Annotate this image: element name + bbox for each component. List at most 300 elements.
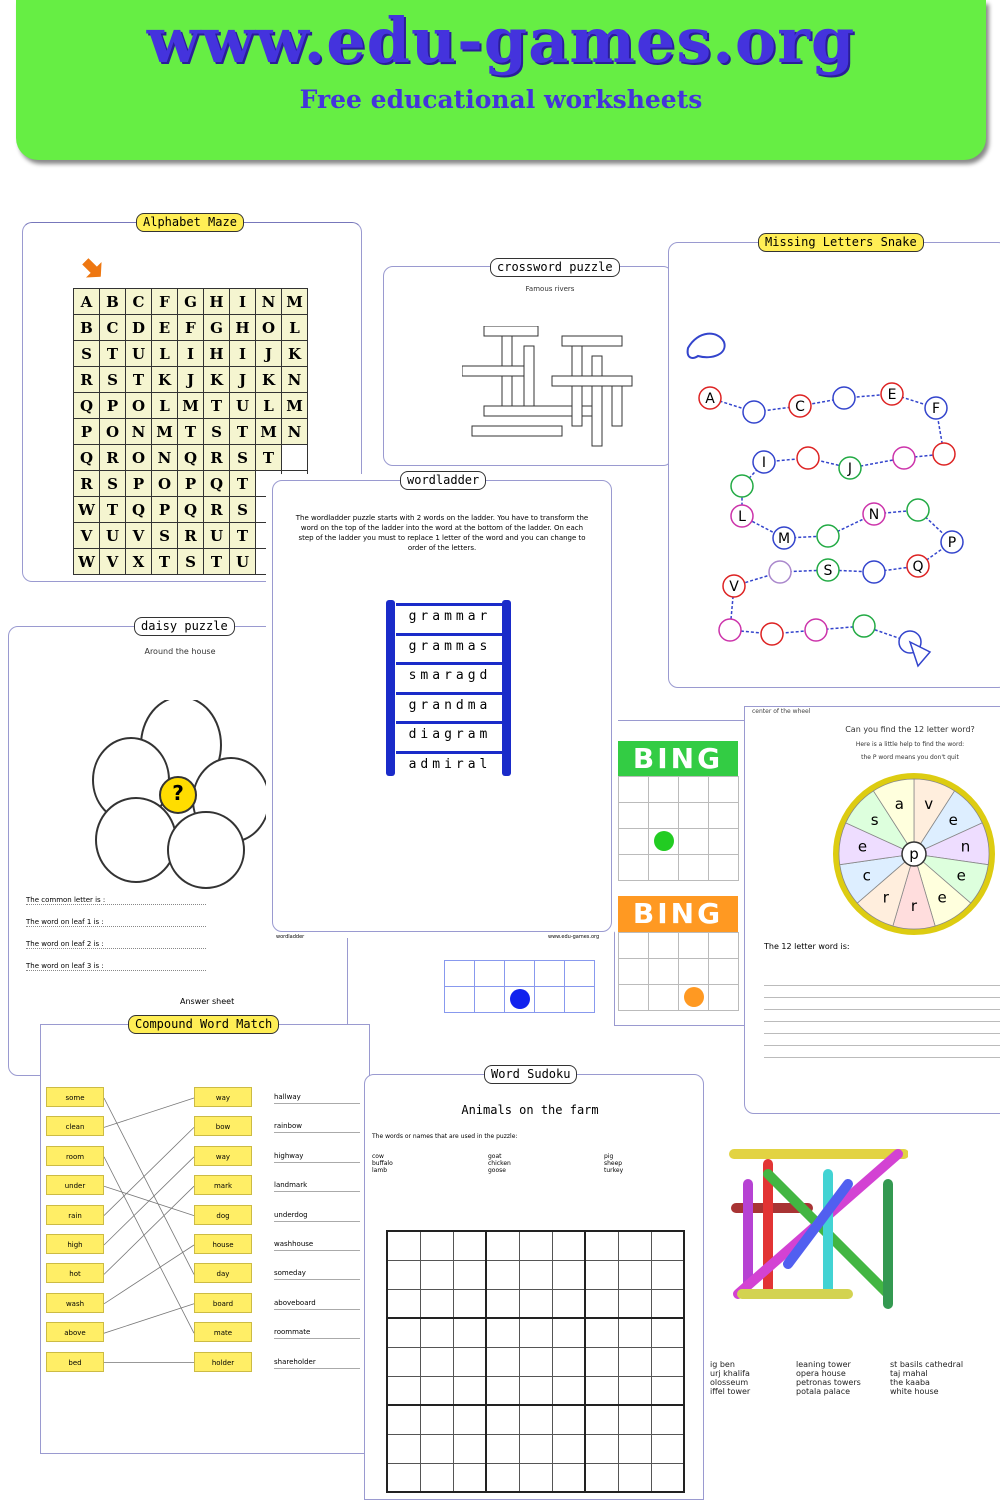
sudoku-cell[interactable] [453, 1405, 486, 1434]
sudoku-cell[interactable] [486, 1289, 519, 1318]
sudoku-cell[interactable] [453, 1463, 486, 1492]
match-line [104, 1098, 194, 1127]
sudoku-cell[interactable] [585, 1434, 618, 1463]
compound-right-word[interactable]: board [194, 1293, 252, 1313]
sudoku-cell[interactable] [486, 1231, 519, 1260]
sudoku-cell[interactable] [387, 1231, 420, 1260]
wordladder-footer-right: www.edu-games.org [548, 934, 600, 940]
crossword-title: crossword puzzle [490, 258, 620, 277]
sudoku-cell[interactable] [486, 1376, 519, 1405]
bingo-grid-orange [618, 932, 739, 1011]
sudoku-subtitle: Animals on the farm [461, 1103, 599, 1117]
sudoku-cell[interactable] [585, 1231, 618, 1260]
maze-cell: S [178, 549, 204, 575]
sudoku-cell[interactable] [552, 1231, 585, 1260]
match-line [104, 1304, 194, 1333]
sudoku-word: sheep [604, 1160, 623, 1167]
sudoku-cell[interactable] [552, 1434, 585, 1463]
site-tagline: Free educational worksheets [299, 85, 703, 114]
snake-letter: L [738, 509, 746, 525]
maze-cell: K [282, 341, 308, 367]
compound-left-word[interactable]: above [46, 1322, 104, 1342]
wheel-letter: n [960, 837, 971, 856]
sudoku-cell[interactable] [420, 1318, 453, 1347]
compound-answer: hallway [274, 1091, 360, 1104]
compound-answer: someday [274, 1267, 360, 1280]
sudoku-cell[interactable] [585, 1289, 618, 1318]
daisy-lines [26, 896, 206, 971]
compound-right-word[interactable]: way [194, 1087, 252, 1107]
wheel-letter: s [870, 810, 879, 829]
snake-circle [817, 525, 839, 547]
ws-word: olosseum [710, 1378, 749, 1387]
sudoku-cell[interactable] [387, 1318, 420, 1347]
sudoku-cell[interactable] [486, 1347, 519, 1376]
sudoku-title: Word Sudoku [484, 1065, 577, 1084]
daisy-subtitle: Around the house [144, 647, 216, 656]
snake-head [688, 334, 725, 358]
ws-word: potala palace [796, 1387, 851, 1396]
sudoku-cell[interactable] [651, 1434, 684, 1463]
sudoku-cell[interactable] [552, 1347, 585, 1376]
sudoku-cell[interactable] [651, 1463, 684, 1492]
alphabet-maze-title: Alphabet Maze [136, 213, 244, 232]
maze-cell: T [100, 341, 126, 367]
sudoku-cell[interactable] [519, 1260, 552, 1289]
compound-left-word[interactable]: bed [46, 1352, 104, 1372]
wordladder-title: wordladder [400, 471, 486, 490]
compound-answer: landmark [274, 1179, 360, 1192]
maze-cell: T [152, 549, 178, 575]
maze-row [74, 289, 308, 315]
maze-cell: K [204, 367, 230, 393]
sudoku-cell[interactable] [552, 1463, 585, 1492]
daisy-center-label: ? [172, 781, 184, 805]
match-line [104, 1098, 194, 1274]
maze-cell: D [126, 315, 152, 341]
sudoku-cell[interactable] [420, 1231, 453, 1260]
sudoku-cell[interactable] [552, 1260, 585, 1289]
maze-cell: R [204, 445, 230, 471]
sudoku-cell[interactable] [453, 1434, 486, 1463]
sudoku-cell[interactable] [585, 1405, 618, 1434]
maze-cell: R [178, 523, 204, 549]
maze-cell: F [178, 315, 204, 341]
maze-cell: B [74, 315, 100, 341]
ws-word: iffel tower [710, 1387, 751, 1396]
maze-cell: W [74, 497, 100, 523]
sudoku-word: buffalo [372, 1160, 393, 1167]
maze-cell: A [74, 289, 100, 315]
compound-answer: aboveboard [274, 1297, 360, 1310]
sudoku-word: goat [488, 1153, 502, 1160]
snake-circle [743, 401, 765, 423]
maze-cell: K [256, 367, 282, 393]
daisy-line-common: The common letter is : [26, 896, 206, 905]
sudoku-cell[interactable] [486, 1318, 519, 1347]
sudoku-cell[interactable] [552, 1376, 585, 1405]
sudoku-cell[interactable] [453, 1347, 486, 1376]
wheel-letter: e [956, 866, 966, 885]
snake-circle [863, 561, 885, 583]
sudoku-cell[interactable] [618, 1318, 651, 1347]
sudoku-row [387, 1434, 684, 1463]
wordsearch-col-3 [890, 1360, 963, 1396]
sudoku-cell[interactable] [651, 1347, 684, 1376]
maze-cell: M [282, 289, 308, 315]
maze-cell: R [74, 471, 100, 497]
sudoku-cell[interactable] [486, 1463, 519, 1492]
maze-cell: V [100, 549, 126, 575]
maze-row [74, 445, 308, 471]
wheel-letter: r [882, 888, 889, 907]
maze-cell: P [100, 393, 126, 419]
wheel-letter: e [937, 888, 947, 907]
maze-cell: I [230, 289, 256, 315]
sudoku-row [387, 1376, 684, 1405]
sudoku-cell[interactable] [453, 1376, 486, 1405]
maze-cell: M [282, 393, 308, 419]
sudoku-cell[interactable] [618, 1463, 651, 1492]
sudoku-cell[interactable] [585, 1347, 618, 1376]
maze-cell: C [126, 289, 152, 315]
sudoku-cell[interactable] [420, 1434, 453, 1463]
maze-row [74, 367, 308, 393]
maze-row [74, 315, 308, 341]
sudoku-cell[interactable] [453, 1289, 486, 1318]
maze-cell: H [204, 341, 230, 367]
maze-cell: L [282, 315, 308, 341]
ws-word: white house [890, 1387, 939, 1396]
ws-word: opera house [796, 1369, 846, 1378]
maze-cell: T [204, 393, 230, 419]
wordsearch-col-2 [796, 1360, 861, 1396]
sudoku-cell[interactable] [453, 1231, 486, 1260]
snake-letter: C [795, 399, 805, 415]
maze-cell: S [204, 419, 230, 445]
sudoku-cell[interactable] [420, 1260, 453, 1289]
sudoku-cell[interactable] [453, 1260, 486, 1289]
compound-right-word[interactable]: holder [194, 1352, 252, 1372]
maze-cell: S [100, 367, 126, 393]
maze-cell: W [74, 549, 100, 575]
maze-cell: O [126, 445, 152, 471]
sudoku-cell[interactable] [387, 1347, 420, 1376]
ladder-word: diagram [396, 721, 504, 743]
snake-letter: J [847, 461, 853, 477]
maze-cell: R [204, 497, 230, 523]
snake-letter: Q [912, 559, 924, 575]
maze-cell: P [152, 497, 178, 523]
sudoku-cell[interactable] [519, 1376, 552, 1405]
wheel-center-letter: p [909, 845, 919, 863]
maze-cell: S [230, 445, 256, 471]
sudoku-cell[interactable] [486, 1260, 519, 1289]
sudoku-word: chicken [488, 1160, 511, 1167]
sudoku-cell[interactable] [618, 1231, 651, 1260]
maze-cell: O [126, 393, 152, 419]
daisy-line-leaf1: The word on leaf 1 is : [26, 918, 206, 927]
compound-left-word[interactable]: high [46, 1234, 104, 1254]
snake-circle [907, 499, 929, 521]
compound-right-word[interactable]: bow [194, 1116, 252, 1136]
maze-row [74, 393, 308, 419]
maze-cell: U [204, 523, 230, 549]
maze-cell: Q [178, 497, 204, 523]
maze-cell: N [152, 445, 178, 471]
sudoku-cell[interactable] [519, 1289, 552, 1318]
wordladder-footer-left: wordladder [276, 934, 305, 940]
wheel-help-1: Here is a little help to find the word: [855, 741, 965, 748]
compound-right-word[interactable]: dog [194, 1205, 252, 1225]
sudoku-cell[interactable] [519, 1405, 552, 1434]
maze-cell: U [100, 523, 126, 549]
match-line [104, 1186, 194, 1274]
ws-word: taj mahal [890, 1369, 928, 1378]
maze-cell: P [178, 471, 204, 497]
compound-left-word[interactable]: wash [46, 1293, 104, 1313]
maze-cell: Q [178, 445, 204, 471]
sudoku-cell[interactable] [585, 1260, 618, 1289]
sudoku-row [387, 1318, 684, 1347]
wheel-answer-label: The 12 letter word is: [764, 942, 850, 951]
maze-cell: N [256, 289, 282, 315]
snake-circle [933, 443, 955, 465]
maze-cell: T [100, 497, 126, 523]
sudoku-cell[interactable] [651, 1405, 684, 1434]
maze-cell: T [230, 523, 256, 549]
sudoku-cell[interactable] [420, 1376, 453, 1405]
wheel-letter: c [862, 866, 871, 885]
sudoku-cell[interactable] [387, 1463, 420, 1492]
maze-cell: T [204, 549, 230, 575]
sudoku-cell[interactable] [519, 1463, 552, 1492]
bingo-grid-blue [444, 960, 595, 1013]
snake-letter: V [729, 579, 739, 595]
compound-left-word[interactable]: clean [46, 1116, 104, 1136]
maze-cell: X [126, 549, 152, 575]
maze-cell: Q [74, 393, 100, 419]
ladder-word: grandma [396, 692, 504, 714]
snake-circle [719, 619, 741, 641]
compound-answer: underdog [274, 1209, 360, 1222]
maze-cell: O [100, 419, 126, 445]
wordladder-instructions: The wordladder puzzle starts with 2 words on the ladder. You have to transform the word on the top of the ladder into the word at the bottom of the ladder. On each step of the ladder you must to replace 1 letter of the word and you can change to order of the letters. [295, 514, 589, 552]
sudoku-cell[interactable] [618, 1289, 651, 1318]
maze-cell: H [204, 289, 230, 315]
sudoku-cell[interactable] [519, 1231, 552, 1260]
maze-cell: G [178, 289, 204, 315]
daisy-line-leaf2: The word on leaf 2 is : [26, 940, 206, 949]
sudoku-cell[interactable] [420, 1289, 453, 1318]
sudoku-cell[interactable] [486, 1434, 519, 1463]
sudoku-row [387, 1463, 684, 1492]
maze-cell: L [152, 393, 178, 419]
maze-row [74, 419, 308, 445]
sudoku-cell[interactable] [387, 1376, 420, 1405]
maze-cell: O [256, 315, 282, 341]
ladder-word: grammar [396, 603, 504, 625]
maze-cell: I [230, 341, 256, 367]
sudoku-cell[interactable] [651, 1231, 684, 1260]
sudoku-cell[interactable] [651, 1376, 684, 1405]
compound-right-word[interactable]: mark [194, 1175, 252, 1195]
sudoku-cell[interactable] [618, 1347, 651, 1376]
compound-right-word[interactable]: day [194, 1263, 252, 1283]
maze-cell: E [152, 315, 178, 341]
maze-cell: I [178, 341, 204, 367]
sudoku-cell[interactable] [387, 1260, 420, 1289]
sudoku-cell[interactable] [618, 1260, 651, 1289]
letter-wheel [830, 770, 1000, 936]
sudoku-cell[interactable] [585, 1318, 618, 1347]
maze-cell: T [230, 471, 256, 497]
maze-cell: L [152, 341, 178, 367]
compound-right-word[interactable]: mate [194, 1322, 252, 1342]
site-url[interactable]: www.edu-games.org [146, 4, 856, 77]
crossword-grid [462, 326, 642, 452]
sudoku-cell[interactable] [453, 1318, 486, 1347]
maze-cell: S [74, 341, 100, 367]
match-line [104, 1157, 194, 1333]
snake-circle [805, 619, 827, 641]
sudoku-cell[interactable] [420, 1463, 453, 1492]
wheel-header: center of the wheel [752, 708, 811, 715]
maze-cell: M [178, 393, 204, 419]
sudoku-word: pig [604, 1153, 614, 1160]
sudoku-cell[interactable] [651, 1318, 684, 1347]
compound-answer: highway [274, 1150, 360, 1163]
compound-left-word[interactable]: under [46, 1175, 104, 1195]
sudoku-cell[interactable] [519, 1347, 552, 1376]
wheel-letter: v [924, 795, 934, 814]
sudoku-cell[interactable] [486, 1405, 519, 1434]
ws-word: the kaaba [890, 1378, 930, 1387]
sudoku-row [387, 1405, 684, 1434]
maze-cell: R [100, 445, 126, 471]
sudoku-cell[interactable] [552, 1318, 585, 1347]
compound-left-word[interactable]: hot [46, 1263, 104, 1283]
snake-letter: P [947, 535, 957, 551]
maze-cell: M [256, 419, 282, 445]
maze-cell: T [178, 419, 204, 445]
snake-title: Missing Letters Snake [758, 233, 924, 252]
sudoku-cell[interactable] [585, 1376, 618, 1405]
sudoku-row [387, 1260, 684, 1289]
maze-cell: N [126, 419, 152, 445]
maze-cell: S [152, 523, 178, 549]
snake-circle [833, 387, 855, 409]
maze-cell: N [282, 419, 308, 445]
sudoku-cell[interactable] [387, 1289, 420, 1318]
snake-path [668, 320, 1000, 680]
crossword-subtitle: Famous rivers [525, 285, 575, 293]
sudoku-cell[interactable] [420, 1405, 453, 1434]
compound-answer: rainbow [274, 1120, 360, 1133]
sudoku-cell[interactable] [519, 1434, 552, 1463]
compound-connector-lines [104, 1088, 196, 1364]
ladder-word: smaragd [396, 662, 504, 684]
sudoku-word: lamb [372, 1167, 387, 1174]
sudoku-cell[interactable] [651, 1260, 684, 1289]
maze-cell: L [256, 393, 282, 419]
maze-cell: Q [204, 471, 230, 497]
maze-cell: T [256, 445, 282, 471]
maze-cell: J [230, 367, 256, 393]
sudoku-instructions: The words or names that are used in the puzzle: [372, 1133, 518, 1140]
compound-answer: shareholder [274, 1356, 360, 1369]
snake-letter: A [705, 391, 715, 407]
snake-letter: I [761, 455, 767, 471]
ws-word: st basils cathedral [890, 1360, 964, 1369]
snake-circle [893, 447, 915, 469]
match-line [104, 1157, 194, 1245]
wheel-letter: e [857, 837, 868, 856]
sudoku-cell[interactable] [552, 1405, 585, 1434]
snake-letter: E [887, 387, 897, 403]
ws-word: leaning tower [796, 1360, 851, 1369]
maze-cell: S [230, 497, 256, 523]
compound-right-word[interactable]: way [194, 1146, 252, 1166]
snake-circle [769, 561, 791, 583]
maze-cell: J [178, 367, 204, 393]
wheel-letter: a [894, 795, 904, 814]
compound-left-word[interactable]: rain [46, 1205, 104, 1225]
maze-cell: B [100, 289, 126, 315]
compound-right-word[interactable]: house [194, 1234, 252, 1254]
sudoku-cell[interactable] [618, 1405, 651, 1434]
wheel-letter: r [910, 897, 918, 915]
maze-cell: K [152, 367, 178, 393]
ws-word: ig ben [710, 1360, 735, 1369]
ladder-word: admiral [396, 751, 504, 773]
maze-cell: P [126, 471, 152, 497]
compound-answer: washhouse [274, 1238, 360, 1251]
maze-cell: U [230, 393, 256, 419]
maze-cell: H [230, 315, 256, 341]
snake-circle [853, 615, 875, 637]
sudoku-cell[interactable] [618, 1434, 651, 1463]
sudoku-cell[interactable] [585, 1463, 618, 1492]
match-line [104, 1245, 194, 1304]
sudoku-cell[interactable] [651, 1289, 684, 1318]
sudoku-cell[interactable] [420, 1347, 453, 1376]
sudoku-row [387, 1231, 684, 1260]
maze-row [74, 341, 308, 367]
sudoku-row [387, 1289, 684, 1318]
site-banner[interactable] [16, 0, 986, 160]
bingo-heading-green: BING [618, 741, 738, 777]
maze-cell: T [126, 367, 152, 393]
sudoku-cell[interactable] [618, 1376, 651, 1405]
sudoku-cell[interactable] [387, 1405, 420, 1434]
daisy-title: daisy puzzle [134, 617, 235, 636]
wheel-letter: e [948, 810, 958, 829]
maze-cell: O [152, 471, 178, 497]
maze-cell: N [282, 367, 308, 393]
compound-left-word[interactable]: some [46, 1087, 104, 1107]
maze-cell: P [74, 419, 100, 445]
sudoku-cell[interactable] [387, 1434, 420, 1463]
sudoku-cell[interactable] [519, 1318, 552, 1347]
compound-left-word[interactable]: room [46, 1146, 104, 1166]
sudoku-cell[interactable] [552, 1289, 585, 1318]
maze-cell: J [256, 341, 282, 367]
daisy-line-leaf3: The word on leaf 3 is : [26, 962, 206, 971]
maze-cell: U [230, 549, 256, 575]
match-line [104, 1127, 194, 1215]
wheel-answer-lines [764, 974, 1000, 1064]
